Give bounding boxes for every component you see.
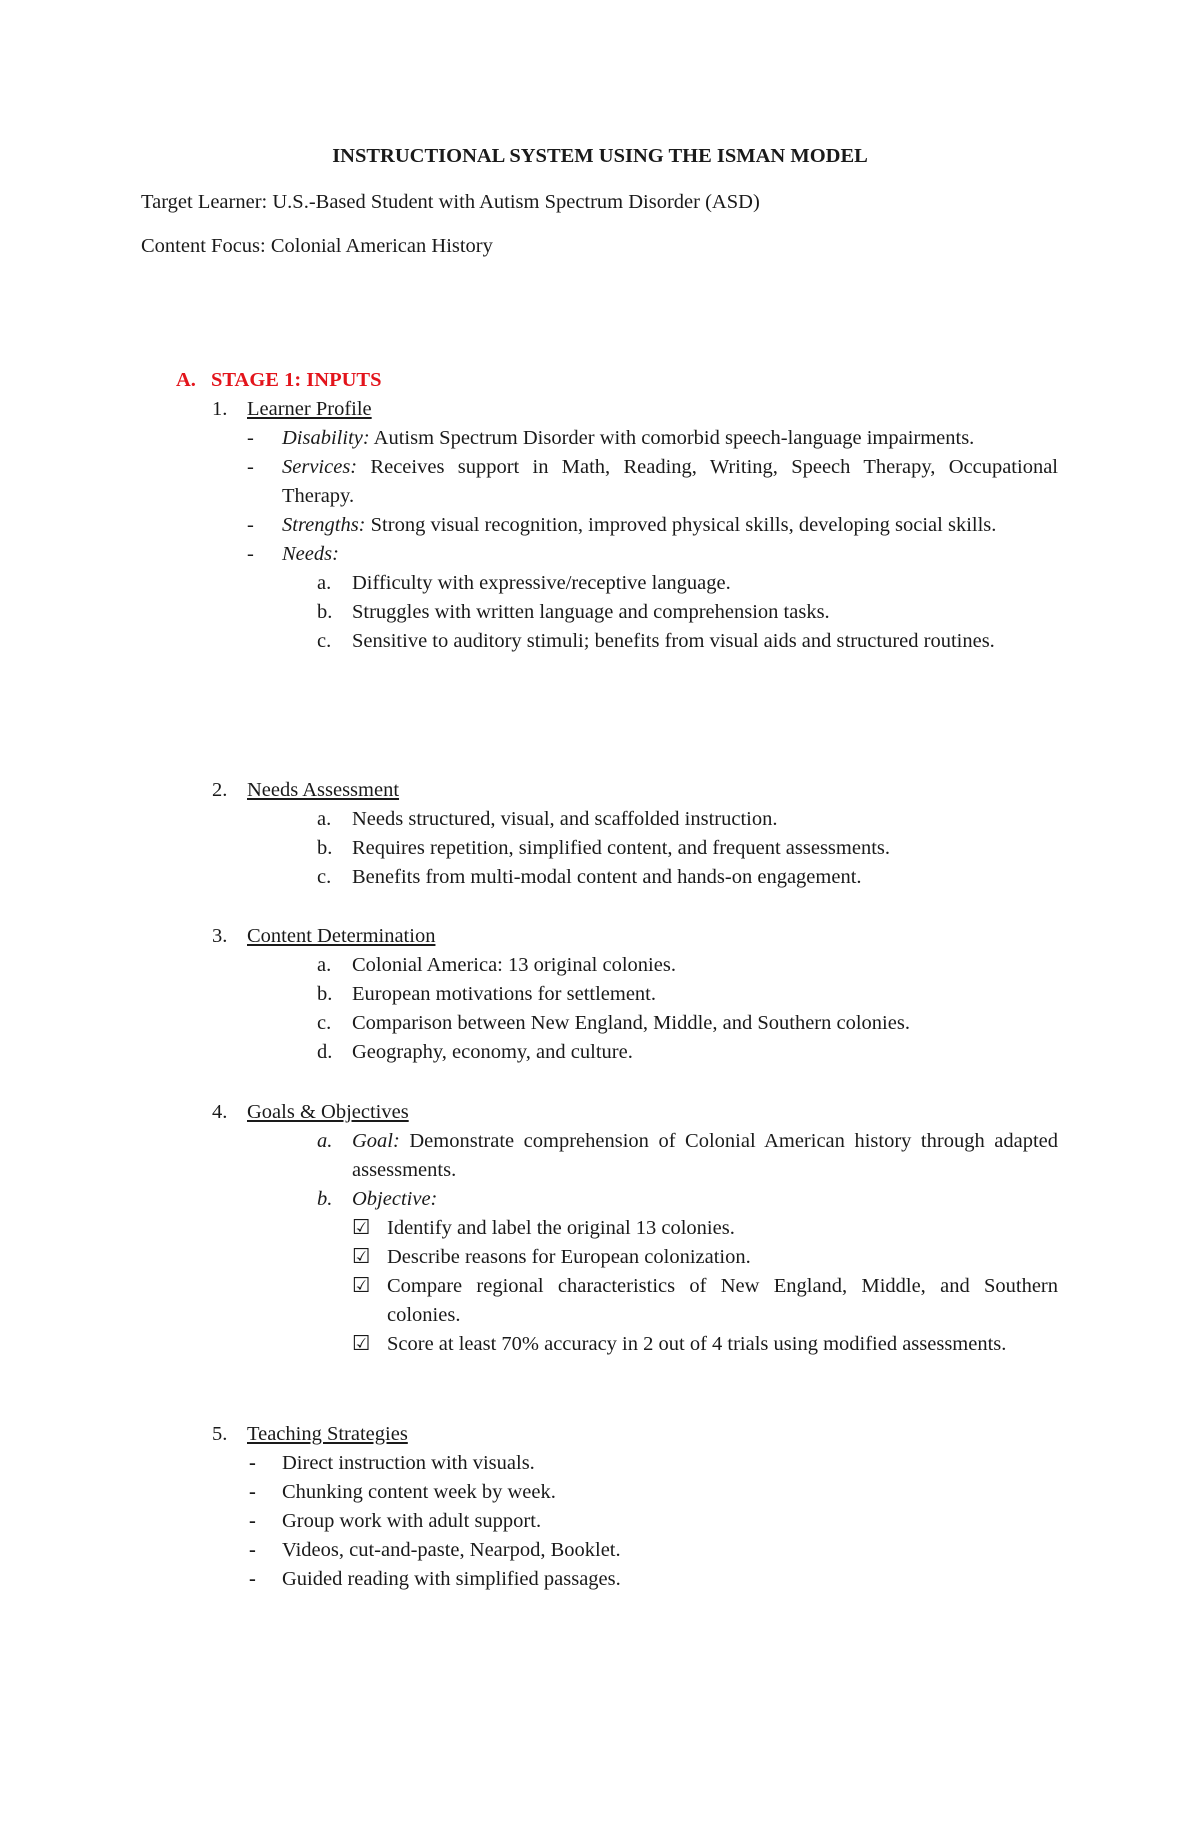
services-text: Receives support in Math, Reading, Writing, Speech Therapy, Occupational Therapy. <box>282 456 1058 507</box>
list-item: c. Comparison between New England, Middle, and Southern colonies. <box>317 1012 910 1034</box>
document-title: INSTRUCTIONAL SYSTEM USING THE ISMAN MODEL <box>332 145 868 167</box>
checkbox-icon: ☑ <box>352 1275 371 1297</box>
services-label: Services: <box>282 456 358 478</box>
list-item-needs: - Needs: <box>247 543 339 565</box>
section-teaching-strategies <box>212 1420 1058 1594</box>
list-item: a. Colonial America: 13 original colonies. <box>317 954 676 976</box>
section-number: 1. <box>212 398 228 420</box>
list-item: d. Geography, economy, and culture. <box>317 1041 633 1063</box>
strengths-text: Strong visual recognition, improved physical skills, developing social skills. <box>365 514 997 536</box>
list-item: - Group work with adult support. <box>249 1510 542 1532</box>
list-item: ☑ Compare regional characteristics of New England, Middle, and Southern colonies. <box>352 1272 1058 1330</box>
goal-item: a. Goal: Demonstrate comprehension of Colonial American history through adapted assessments. <box>317 1130 1058 1181</box>
list-item: - Guided reading with simplified passages. <box>249 1568 621 1590</box>
section-goals-objectives <box>212 1098 1058 1359</box>
section-heading: Teaching Strategies <box>247 1423 408 1445</box>
stage-heading <box>176 366 382 395</box>
needs-label: Needs: <box>282 543 339 565</box>
section-heading: Goals & Objectives <box>247 1101 409 1123</box>
checkbox-icon: ☑ <box>352 1333 371 1355</box>
list-item: ☑ Describe reasons for European colonization. <box>352 1243 1058 1272</box>
goal-label: Goal: <box>352 1130 400 1152</box>
list-item: b. Requires repetition, simplified content, and frequent assessments. <box>317 837 890 859</box>
list-item: b. Struggles with written language and comprehension tasks. <box>317 601 830 623</box>
objective-label: Objective: <box>352 1188 438 1210</box>
list-item: ☑ Score at least 70% accuracy in 2 out of 4 trials using modified assessments. <box>352 1330 1058 1359</box>
list-item: a. Difficulty with expressive/receptive language. <box>317 572 731 594</box>
goal-text: Demonstrate comprehension of Colonial American history through adapted assessments. <box>352 1130 1058 1181</box>
list-item: - Direct instruction with visuals. <box>249 1452 535 1474</box>
list-item: - Videos, cut-and-paste, Nearpod, Booklet. <box>249 1539 621 1561</box>
target-learner: Target Learner: U.S.-Based Student with Autism Spectrum Disorder (ASD) <box>141 191 760 213</box>
disability-label: Disability: <box>282 427 370 449</box>
list-item: a. Needs structured, visual, and scaffolded instruction. <box>317 808 778 830</box>
section-number: 2. <box>212 779 228 801</box>
section-heading: Learner Profile <box>247 398 372 420</box>
objective-item: b. Objective: <box>317 1188 438 1210</box>
checkbox-icon: ☑ <box>352 1246 371 1268</box>
content-focus: Content Focus: Colonial American History <box>141 235 493 257</box>
disability-text: Autism Spectrum Disorder with comorbid speech-language impairments. <box>369 427 975 449</box>
list-item: c. Benefits from multi-modal content and hands-on engagement. <box>317 866 862 888</box>
stage-title: STAGE 1: INPUTS <box>211 369 382 391</box>
list-item: b. European motivations for settlement. <box>317 983 657 1005</box>
list-item-services: - Services: Receives support in Math, Reading, Writing, Speech Therapy, Occupational Therapy. <box>247 456 1058 507</box>
section-number: 3. <box>212 925 228 947</box>
stage-letter: A. <box>176 369 196 391</box>
list-item-strengths: - Strengths: Strong visual recognition, improved physical skills, developing social skills. <box>247 514 997 536</box>
section-content-determination <box>212 922 1058 1067</box>
list-item: ☑ Identify and label the original 13 colonies. <box>352 1214 1058 1243</box>
list-item-disability: - Disability: Autism Spectrum Disorder with comorbid speech-language impairments. <box>247 427 975 449</box>
list-item: c. Sensitive to auditory stimuli; benefits from visual aids and structured routines. <box>317 630 995 652</box>
section-heading: Needs Assessment <box>247 779 400 801</box>
checkbox-icon: ☑ <box>352 1217 371 1239</box>
section-needs-assessment <box>212 776 1058 892</box>
section-learner-profile <box>212 395 1058 656</box>
strengths-label: Strengths: <box>282 514 366 536</box>
section-heading: Content Determination <box>247 925 436 947</box>
section-number: 5. <box>212 1423 228 1445</box>
list-item: - Chunking content week by week. <box>249 1481 556 1503</box>
section-number: 4. <box>212 1101 228 1123</box>
